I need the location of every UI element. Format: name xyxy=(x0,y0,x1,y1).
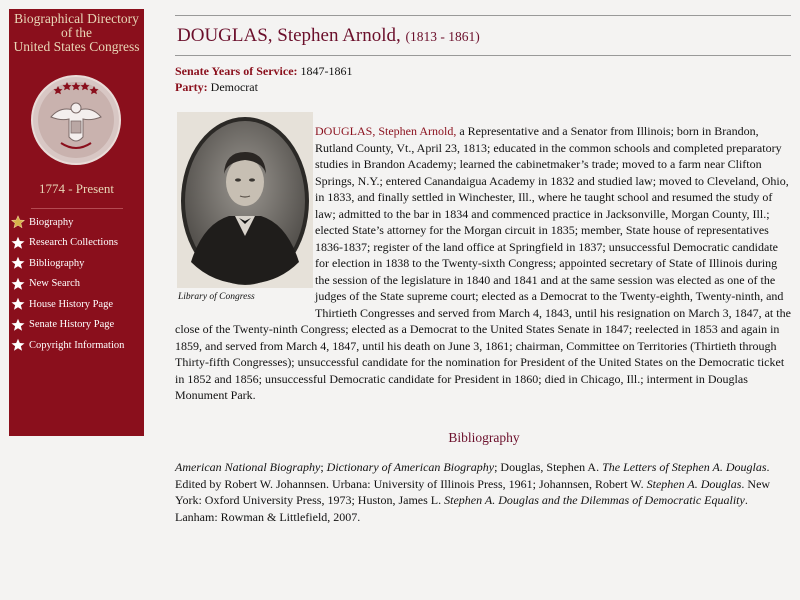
bibliography-text xyxy=(175,459,785,525)
bibliography-segment: ; xyxy=(320,460,327,474)
bibliography-title: American National Biography xyxy=(175,460,321,474)
nav-item-house-history[interactable] xyxy=(11,294,144,315)
nav-item-senate-history[interactable] xyxy=(11,315,144,336)
site-title-line: of the xyxy=(60,25,93,40)
star-icon xyxy=(11,256,25,270)
header-rule-bottom xyxy=(175,55,791,56)
portrait-spacer xyxy=(175,123,315,308)
star-icon xyxy=(11,338,25,352)
congress-seal-icon xyxy=(31,75,121,165)
star-icon xyxy=(11,236,25,250)
bibliography-title: The Letters of Stephen A. Douglas xyxy=(602,460,767,474)
party-value: Democrat xyxy=(210,80,258,94)
site-title[interactable] xyxy=(9,12,144,54)
nav-item-bibliography[interactable] xyxy=(11,253,144,274)
header-rule-top xyxy=(175,15,791,16)
biography-text xyxy=(175,123,793,404)
nav-item-label: Copyright Information xyxy=(29,339,125,351)
nav-item-research-collections[interactable] xyxy=(11,233,144,254)
member-name: DOUGLAS, Stephen Arnold, xyxy=(177,25,401,46)
nav-item-label: House History Page xyxy=(29,298,113,310)
bibliography-title: Dictionary of American Biography xyxy=(326,460,495,474)
nav-item-label: New Search xyxy=(29,278,81,290)
years-label: 1774 - Present xyxy=(38,181,115,196)
bibliography-segment: . Edited by Robert W. Johannsen. Urbana: University of Illinois Press, 1961; Johannsen, Robert W. xyxy=(175,460,770,491)
bibliography-heading: Bibliography xyxy=(448,430,520,445)
nav-item-label: Biography xyxy=(29,216,74,228)
member-dates: (1813 - 1861) xyxy=(405,29,480,44)
portrait-caption: Library of Congress xyxy=(178,292,255,302)
nav-item-biography[interactable] xyxy=(11,212,144,233)
nav-item-label: Senate History Page xyxy=(29,319,115,331)
nav-item-label: Bibliography xyxy=(29,257,85,269)
bibliography-segment: ; Douglas, Stephen A. xyxy=(494,460,603,474)
biography-body: a Representative and a Senator from Illinois; born in Brandon, Rutland County, Vt., April 23, 1813; educated in the common schools and completed preparatory studies in Brandon Academy; learned the cabinetmaker’s trade; moved to a farm near Clifton Springs, N.Y.; entered Canandaigua Academy in 1832 and studied law; moved to Cleveland, Ohio, in 1833, and finally settled in Winchester, Ill., where he taught school and resumed the study of law; admitted to the bar in 1834 and commenced practice in Jacksonville, Morgan County, Ill.; elected State’s attorney for the Morgan circuit in 1835; member, State house of representatives 1836-1837; register of the land office at Springfield in 1837; unsuccessful Democratic candidate for election in 1838 to the Twenty-sixth Congress; appointed secretary of State of Illinois during the session of the legislature in 1840 and 1841 and at the same session was elected as one of the judges of the State supreme court; elected as a Democrat to the Twenty-eighth, Twenty-ninth, and Thirtieth Congresses and served from March 4, 1843, until his resignation on March 3, 1847, at the close of the Twenty-ninth Congress; elected as a Democrat to the United States Senate in 1847; reelected in 1853 and again in 1859, and served from March 4, 1847, until his death on June 3, 1861; chairman, Committee on Territories (Thirtieth through Thirty-fifth Congresses); unsuccessful candidate for the nomination for President of the United States on the Democratic ticket in 1852 and 1856; unsuccessful Democratic candidate for President in 1860; died in Chicago, Ill.; interment in Douglas Monument Park. xyxy=(175,124,791,402)
bibliography-segment: . Lanham: Rowman & Littlefield, 2007. xyxy=(175,493,748,524)
bibliography-title: Stephen A. Douglas and the Dilemmas of Democratic Equality xyxy=(444,493,745,507)
biography-lead: DOUGLAS, Stephen Arnold, xyxy=(315,124,457,138)
star-icon xyxy=(11,297,25,311)
bibliography-title: Stephen A. Douglas xyxy=(646,476,742,491)
party-label: Party: xyxy=(175,80,208,94)
star-icon xyxy=(11,215,25,229)
nav-item-label: Research Collections xyxy=(29,237,118,249)
star-icon xyxy=(11,318,25,332)
sidebar xyxy=(9,9,144,436)
senate-years-row xyxy=(175,63,353,79)
nav-item-copyright[interactable] xyxy=(11,335,144,356)
sidebar-nav xyxy=(11,212,144,356)
sidebar-divider xyxy=(31,208,123,209)
nav-item-new-search[interactable] xyxy=(11,274,144,295)
party-row xyxy=(175,79,353,95)
senate-years-label: Senate Years of Service: xyxy=(175,64,298,78)
page-title xyxy=(177,25,480,47)
senate-years-value: 1847-1861 xyxy=(300,64,353,78)
service-info xyxy=(175,63,353,95)
star-icon xyxy=(11,277,25,291)
site-title-line: Biographical Directory xyxy=(14,11,139,26)
bibliography-segment: . New York: Oxford University Press, 1973; Huston, James L. xyxy=(175,476,771,507)
site-title-line: United States Congress xyxy=(13,39,140,54)
